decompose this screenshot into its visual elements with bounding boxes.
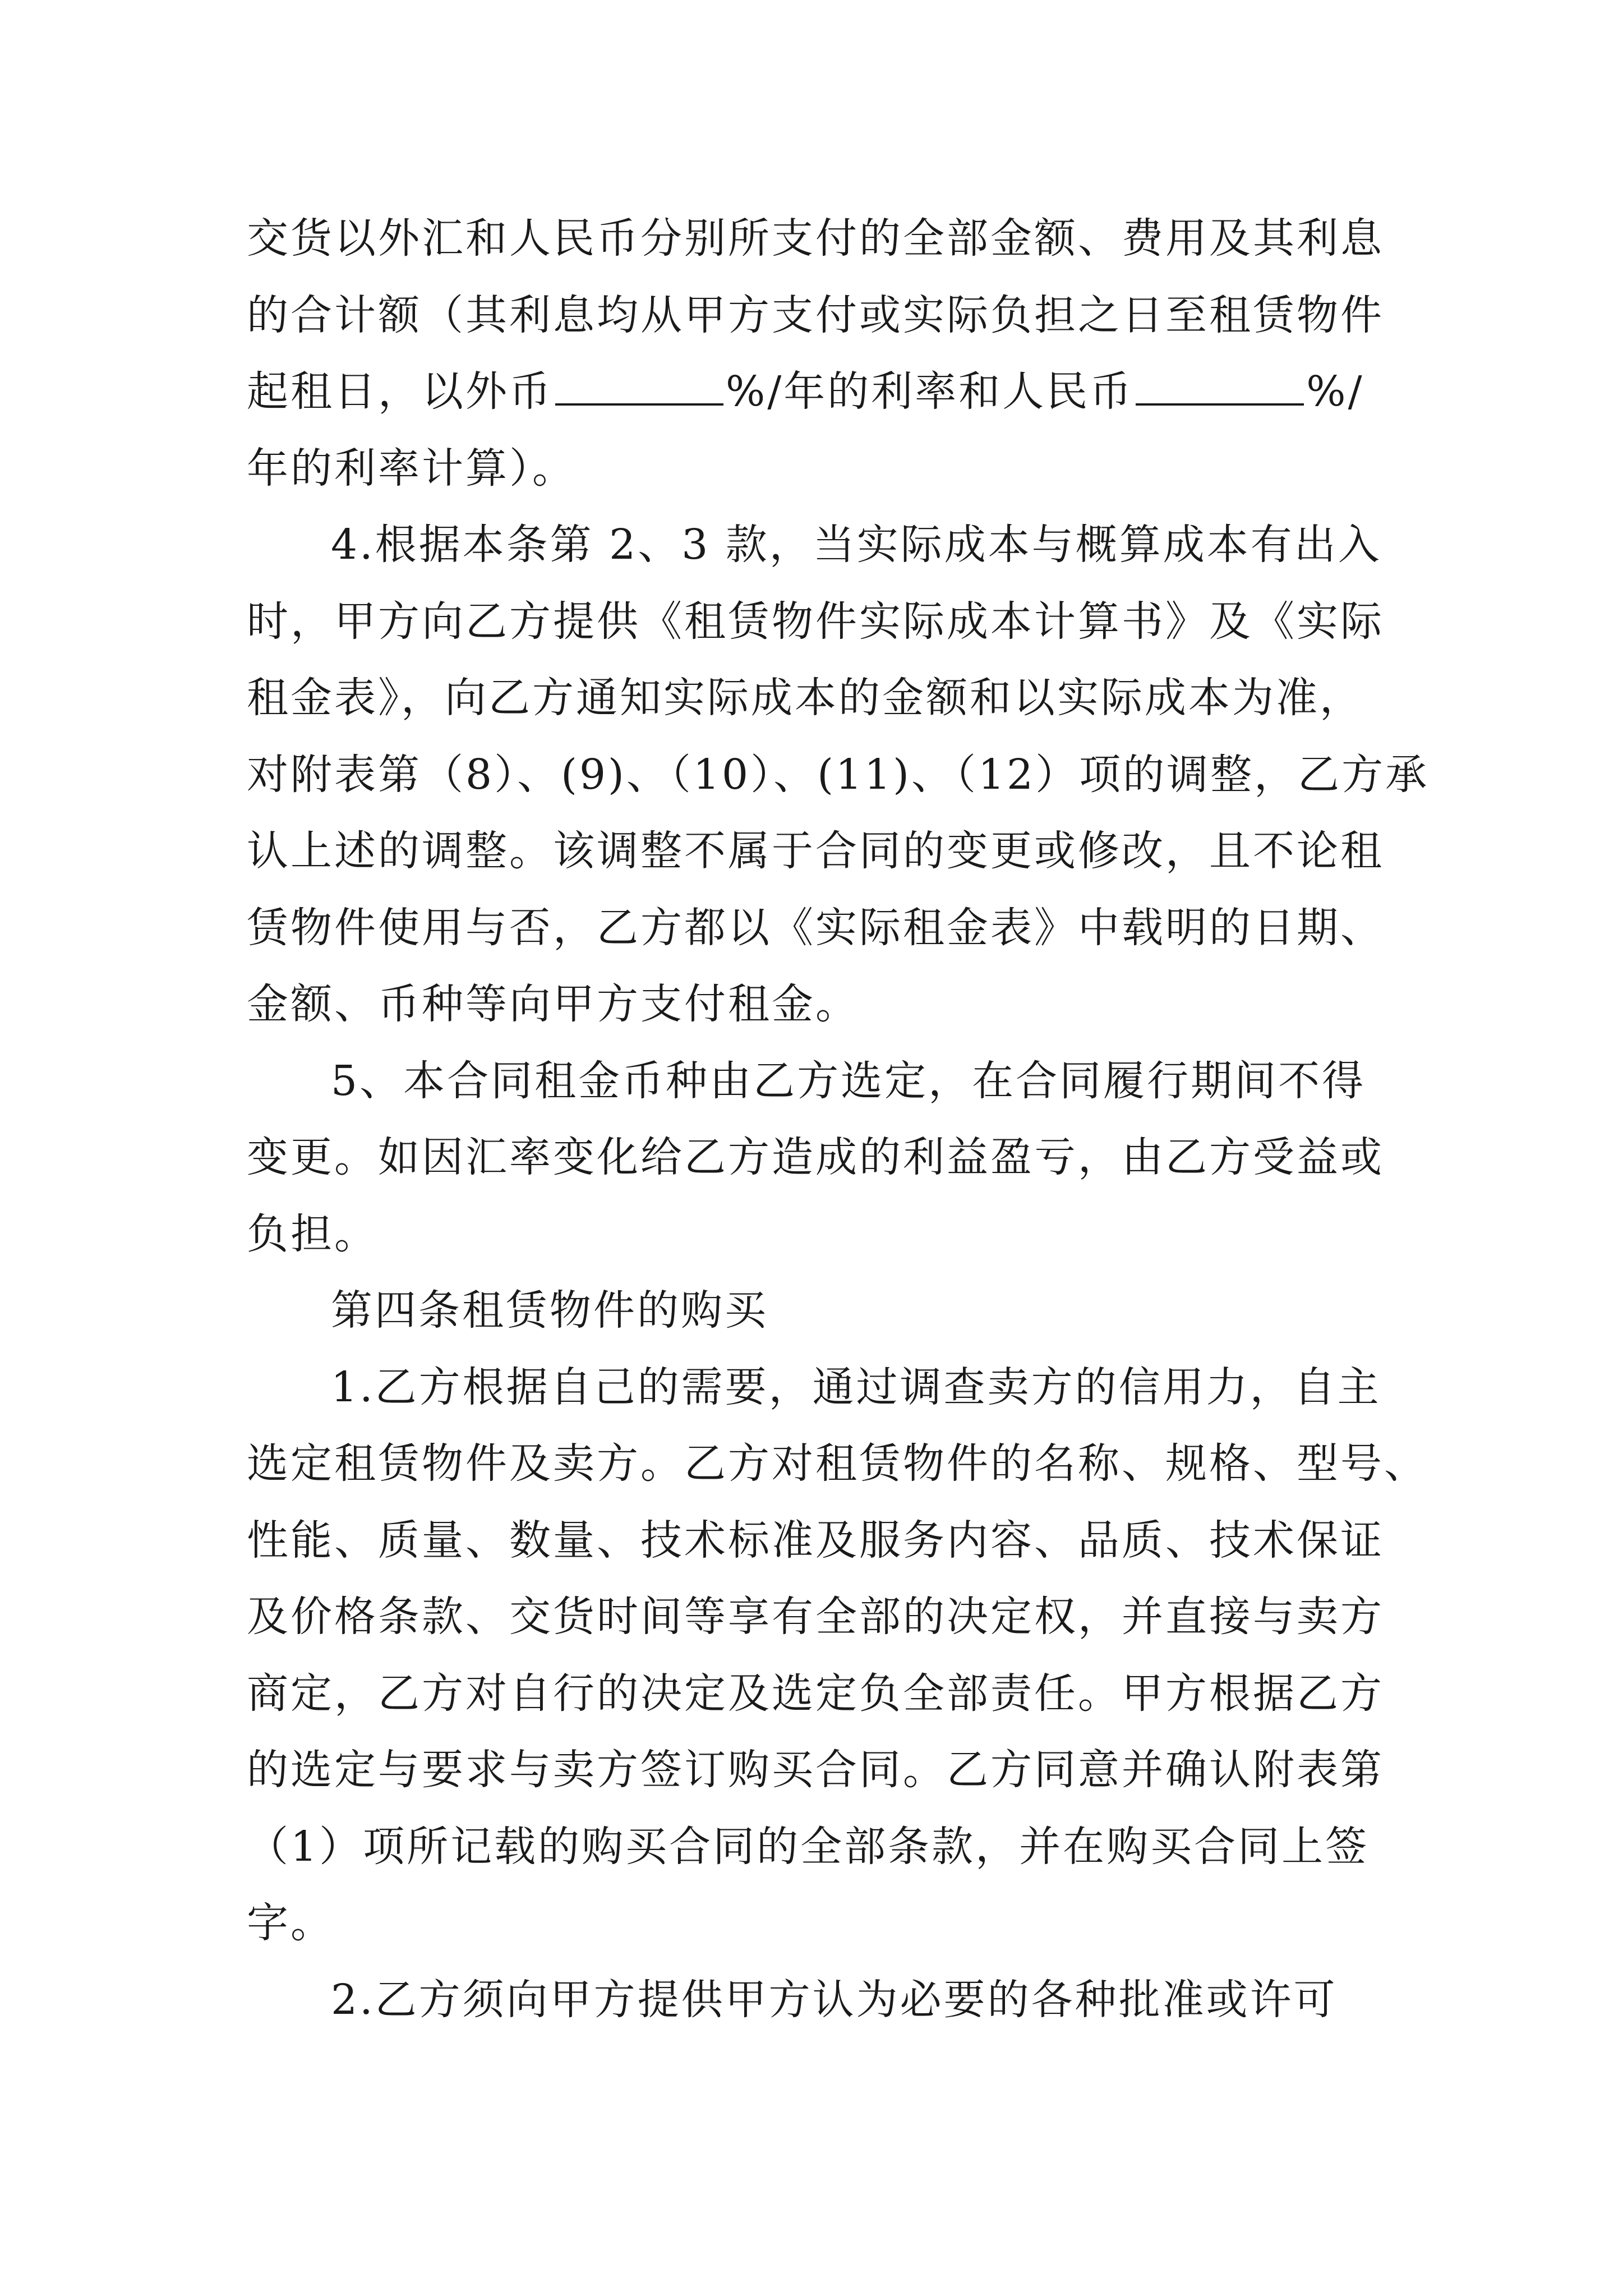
text-line — [247, 364, 1364, 420]
text-line: （1）项所记载的购买合同的全部条款，并在购买合同上签 — [247, 1823, 1370, 1871]
text-segment: %/ — [1306, 367, 1364, 416]
text-line: 及价格条款、交货时间等享有全部的决定权，并直接与卖方 — [247, 1593, 1384, 1641]
text-line: 租金表》，向乙方通知实际成本的金额和以实际成本为准， — [247, 674, 1363, 722]
text-line: 交货以外汇和人民币分别所支付的全部金额、费用及其利息 — [247, 214, 1384, 263]
text-line: 性能、质量、数量、技术标准及服务内容、品质、技术保证 — [247, 1516, 1384, 1565]
text-line: 年的利率计算）。 — [247, 444, 576, 493]
text-line: 变更。如因汇率变化给乙方造成的利益盈亏，由乙方受益或 — [247, 1133, 1384, 1181]
text-line: 的合计额（其利息均从甲方支付或实际负担之日至租赁物件 — [247, 291, 1384, 339]
text-line: 商定，乙方对自行的决定及选定负全部责任。甲方根据乙方 — [247, 1669, 1384, 1718]
paragraph-start: 4.根据本条第 2、3 款，当实际成本与概算成本有出入 — [331, 521, 1382, 569]
text-line: 时，甲方向乙方提供《租赁物件实际成本计算书》及《实际 — [247, 597, 1384, 646]
paragraph-start: 1.乙方根据自己的需要，通过调查卖方的信用力，自主 — [331, 1363, 1381, 1411]
fill-in-blank-foreign-rate — [555, 364, 723, 406]
text-line: 对附表第（8）、(9)、（10）、(11)、（12）项的调整，乙方承 — [247, 751, 1430, 799]
section-heading: 第四条租赁物件的购买 — [331, 1286, 768, 1335]
paragraph-start: 2.乙方须向甲方提供甲方认为必要的各种批准或许可 — [331, 1976, 1338, 2024]
fill-in-blank-rmb-rate — [1136, 364, 1304, 406]
text-line: 负担。 — [247, 1210, 378, 1258]
text-segment: 起租日，以外币 — [247, 367, 553, 416]
text-line: 金额、币种等向甲方支付租金。 — [247, 980, 859, 1028]
text-line: 字。 — [247, 1899, 334, 1947]
text-line: 选定租赁物件及卖方。乙方对租赁物件的名称、规格、型号、 — [247, 1439, 1428, 1488]
text-line: 的选定与要求与卖方签订购买合同。乙方同意并确认附表第 — [247, 1746, 1384, 1794]
text-segment: %/年的利率和人民币 — [726, 367, 1134, 416]
text-line: 认上述的调整。该调整不属于合同的变更或修改，且不论租 — [247, 827, 1384, 875]
paragraph-start: 5、本合同租金币种由乙方选定，在合同履行期间不得 — [331, 1057, 1366, 1105]
text-line: 赁物件使用与否，乙方都以《实际租金表》中载明的日期、 — [247, 904, 1384, 952]
